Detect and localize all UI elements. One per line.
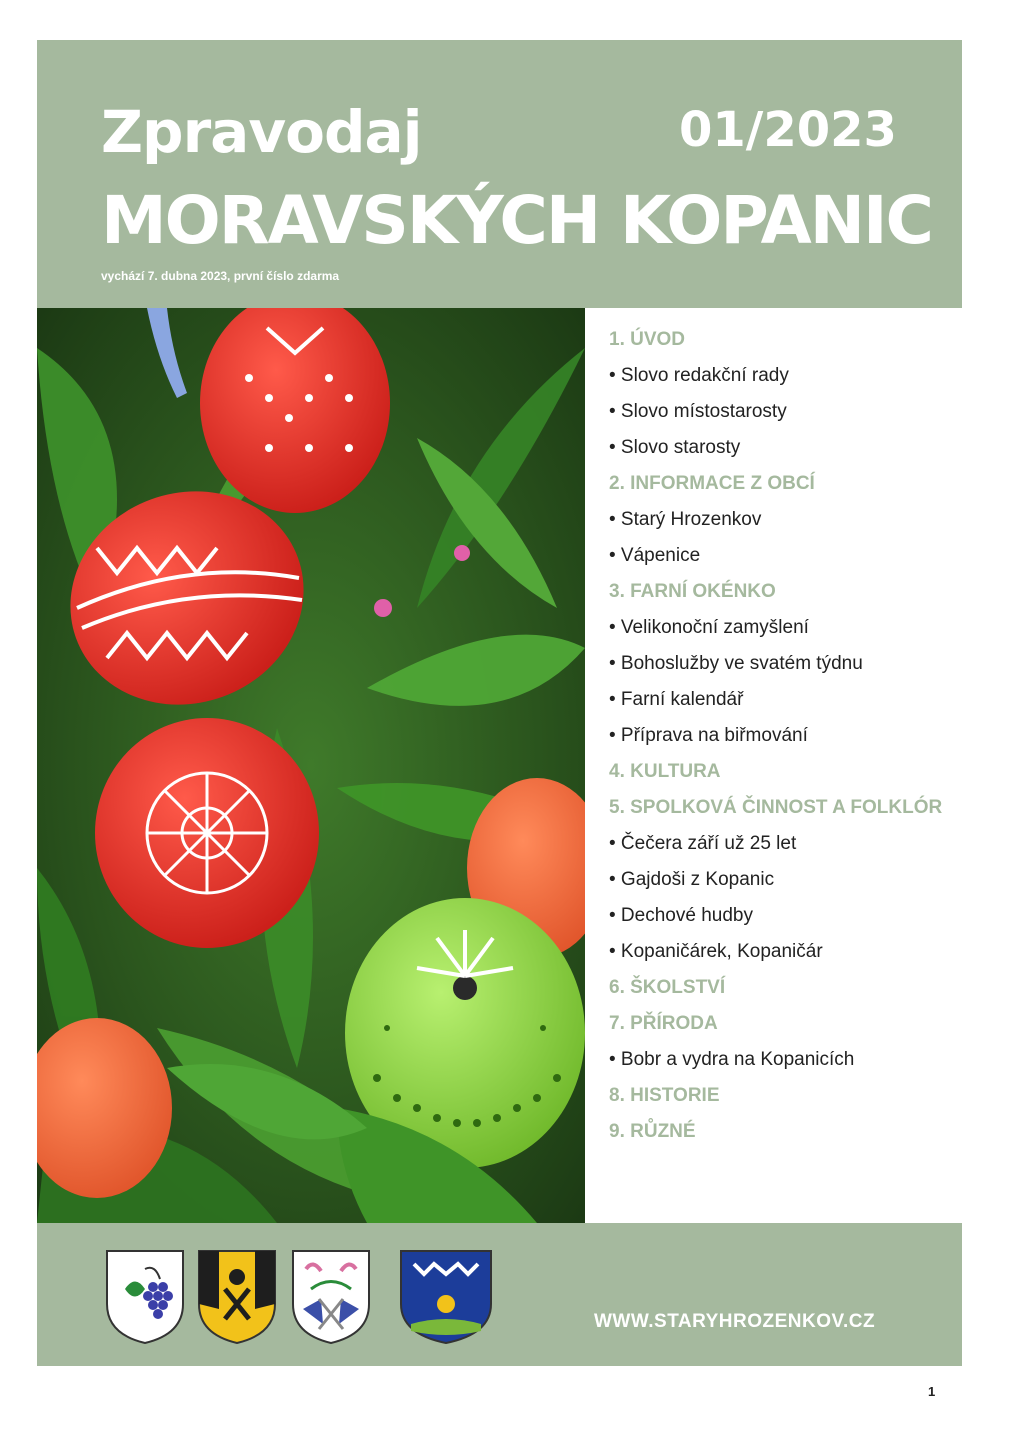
- title-line-2: MORAVSKÝCH KOPANIC: [101, 182, 932, 259]
- issue-subline: vychází 7. dubna 2023, první číslo zdarma: [101, 269, 340, 283]
- hammer-crest-icon: [197, 1249, 277, 1345]
- toc-section-heading: 3. FARNÍ OKÉNKO: [609, 581, 776, 602]
- toc-section-heading: 7. PŘÍRODA: [609, 1013, 718, 1034]
- toc-section-heading: 8. HISTORIE: [609, 1085, 720, 1106]
- toc-subitem: • Dechové hudby: [609, 905, 753, 926]
- title-line-1: Zpravodaj: [101, 98, 422, 166]
- toc-subitem: • Bohoslužby ve svatém týdnu: [609, 653, 863, 674]
- toc-subitem: • Farní kalendář: [609, 689, 744, 710]
- website-link[interactable]: WWW.STARYHROZENKOV.CZ: [594, 1311, 876, 1332]
- crown-crest-icon: [399, 1249, 493, 1345]
- toc-subitem: • Bobr a vydra na Kopanicích: [609, 1049, 855, 1070]
- toc-subitem: • Slovo starosty: [609, 437, 741, 458]
- toc-subitem: • Velikonoční zamyšlení: [609, 617, 809, 638]
- grape-crest-icon: [105, 1249, 185, 1345]
- toc-subitem: • Slovo místostarosty: [609, 401, 787, 422]
- toc-section-heading: 5. SPOLKOVÁ ČINNOST A FOLKLÓR: [609, 797, 943, 818]
- toc-subitem: • Slovo redakční rady: [609, 365, 789, 386]
- page-number: 1: [928, 1384, 936, 1399]
- toc-section-heading: 4. KULTURA: [609, 761, 721, 782]
- toc-subitem: • Vápenice: [609, 545, 701, 566]
- toc-section-heading: 2. INFORMACE Z OBCÍ: [609, 473, 815, 494]
- lily-crest-icon: [291, 1249, 371, 1345]
- toc-section-heading: 9. RŮZNÉ: [609, 1121, 696, 1142]
- toc-subitem: • Starý Hrozenkov: [609, 509, 762, 530]
- table-of-contents: [609, 322, 969, 1150]
- cover-photo-easter-eggs: [37, 308, 585, 1223]
- issue-number: 01/2023: [679, 102, 897, 158]
- toc-subitem: • Kopaničárek, Kopaničár: [609, 941, 823, 962]
- toc-section-heading: 6. ŠKOLSTVÍ: [609, 977, 726, 998]
- toc-subitem: • Gajdoši z Kopanic: [609, 869, 775, 890]
- toc-section-heading: 1. ÚVOD: [609, 329, 686, 350]
- footer-banner: [37, 1223, 962, 1366]
- toc-subitem: • Čečera září už 25 let: [609, 833, 797, 854]
- toc-subitem: • Příprava na biřmování: [609, 725, 808, 746]
- header-banner: [37, 40, 962, 308]
